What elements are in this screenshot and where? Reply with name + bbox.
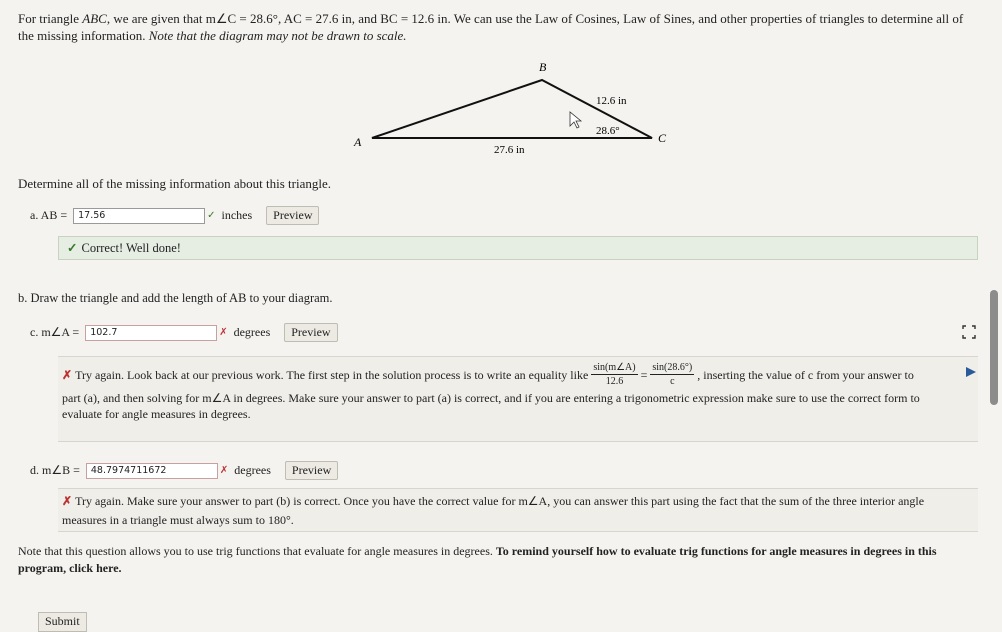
triangle-diagram [340,58,680,158]
vertex-a-label: A [354,135,362,149]
part-d-row [30,461,338,480]
x-icon: ✗ [62,367,73,382]
x-icon: ✗ [219,327,228,338]
part-a-label: a. AB = [30,208,68,222]
part-a-feedback [58,236,978,260]
part-d-answer-input[interactable]: 48.7974711672 [86,463,218,479]
play-icon[interactable] [964,366,978,378]
cursor-icon [570,112,581,128]
side-ac-label: 27.6 in [494,144,525,156]
part-d-preview-button[interactable]: Preview [285,461,338,480]
part-c-answer-input[interactable]: 102.7 [85,325,217,341]
check-icon: ✓ [67,241,78,255]
part-c-feedback: ✗ Try again. Look back at our previous work. The first step in the solution process is to write an equality like $\frac{\sin(m\angle A)}{12.6}$ = $\frac{\sin(28.6^\circ)}{c}$ , inserting the value of c from your answer to part (a), and then solving for m∠A in degrees. Make sure your answer to part (a) is correct, and if you are entering a trigonometric expression make sure to use the correct form to evaluate for angle measures in degrees. [58,356,978,442]
side-bc-label: 12.6 in [596,95,627,107]
part-b-instruction: b. Draw the triangle and add the length of AB to your diagram. [18,291,333,305]
part-c-label: c. m∠A = [30,325,80,339]
problem-statement: For triangle ABC, we are given that m∠C = 28.6°, AC = 27.6 in, and BC = 12.6 in. We can use the Law of Cosines, Law of Sines, and other properties of triangles to determine all of the missing information. Note that the diagram may not be drawn to scale. [18,11,964,43]
part-d-feedback: ✗ Try again. Make sure your answer to part (b) is correct. Once you have the correct value for m∠A, you can answer this part using the fact that the sum of the three interior angle measures in a triangle must always sum to 180°. [58,488,978,532]
trig-help-link[interactable]: To remind yourself how to evaluate trig functions for angle measures in degrees in this program, click here. [18,544,937,575]
part-c-unit: degrees [233,325,271,339]
part-c-preview-button[interactable]: Preview [284,323,337,342]
part-a-feedback-text: Correct! Well done! [81,240,181,255]
fraction-sin-a: $\frac{\sin(m\angle A)}{12.6}$ [593,362,636,387]
part-a-unit: inches [221,208,253,222]
fraction-sin-c: $\frac{\sin(28.6^\circ)}{c}$ [652,362,693,387]
scrollbar-thumb[interactable] [990,290,998,405]
fullscreen-icon[interactable] [958,325,980,345]
submit-button[interactable]: Submit [38,612,87,632]
part-d-unit: degrees [234,463,271,477]
part-a-preview-button[interactable]: Preview [266,206,319,225]
x-icon: ✗ [62,494,73,508]
trig-functions-note: Note that this question allows you to use trig functions that evaluate for angle measures in degrees. To remind yourself how to evaluate trig functions for angle measures in degrees in this program, click here. [18,544,937,575]
check-icon: ✓ [207,210,216,221]
part-a-answer-input[interactable]: 17.56 [73,208,205,224]
question-prompt: Determine all of the missing information about this triangle. [18,176,332,191]
x-icon: ✗ [219,465,229,476]
vertex-b-label: B [539,60,547,74]
part-a-row [30,206,319,225]
vertex-c-label: C [658,131,667,145]
part-c-row [30,323,338,342]
part-d-label: d. m∠B = [30,463,80,477]
angle-c-label: 28.6° [596,125,620,137]
